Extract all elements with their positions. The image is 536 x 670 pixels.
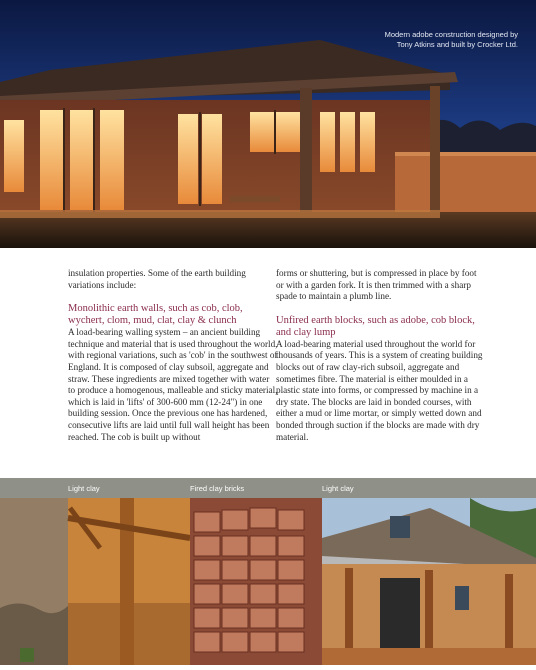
photo-label-band xyxy=(0,478,536,498)
fired-clay-bricks-photo xyxy=(190,498,322,665)
left-intro-paragraph: insulation properties. Some of the earth building variations include: xyxy=(68,268,246,290)
bottom-photo-strip xyxy=(0,498,536,665)
hero-caption xyxy=(358,30,518,50)
photo-label-light-clay-1: Light clay xyxy=(68,484,100,493)
monolithic-earth-walls-heading: Monolithic earth walls, such as cob, clob, wychert, clom, mud, clat, clay & clunch xyxy=(68,303,243,327)
photo-label-fired-clay-bricks: Fired clay bricks xyxy=(190,484,245,493)
hero-caption-line-2: Tony Atkins and built by Crocker Ltd. xyxy=(396,40,518,49)
left-column xyxy=(68,268,278,443)
right-column xyxy=(276,268,486,443)
hero-photo xyxy=(0,0,536,248)
monolithic-earth-walls-body: A load-bearing walling system – an ancient building technique and material that is used throughout the world, with regional variations, such as 'cob' in the southwest of England. It is composed of clay subsoil, aggregate and straw. These ingredients are mixed together with water to produce a homogenous, malleable and sticky material, which is laid in 'lifts' of 300-600 mm (12-24") in one building session. Once the previous one has hardened, consecutive lifts are laid until full wall height has been reached. The cob is built up without xyxy=(68,327,278,442)
hero-caption-line-1: Modern adobe construction designed by xyxy=(384,30,518,39)
unfired-earth-blocks-body: A load-bearing material used throughout the world for thousands of years. This is a system of creating building blocks out of raw clay-rich subsoil, aggregate and sometimes fibre. The material is either moulded in a plastic state into forms, or compressed by machine in a dry state. The blocks are laid in bonded courses, with either a mud or lime mortar, or simply wetted down and bonded through suction if the blocks are made with dry material. xyxy=(276,338,483,442)
light-clay-house-photo xyxy=(322,498,536,665)
light-clay-wall-photo xyxy=(0,498,190,665)
right-intro-paragraph: forms or shuttering, but is compressed in place by foot or with a garden fork. It is then trimmed with a sharp spade to maintain a plumb line. xyxy=(276,268,477,302)
unfired-earth-blocks-heading: Unfired earth blocks, such as adobe, cob block, and clay lump xyxy=(276,314,475,338)
bottom-photos-illustration xyxy=(0,498,536,665)
photo-label-light-clay-2: Light clay xyxy=(322,484,354,493)
